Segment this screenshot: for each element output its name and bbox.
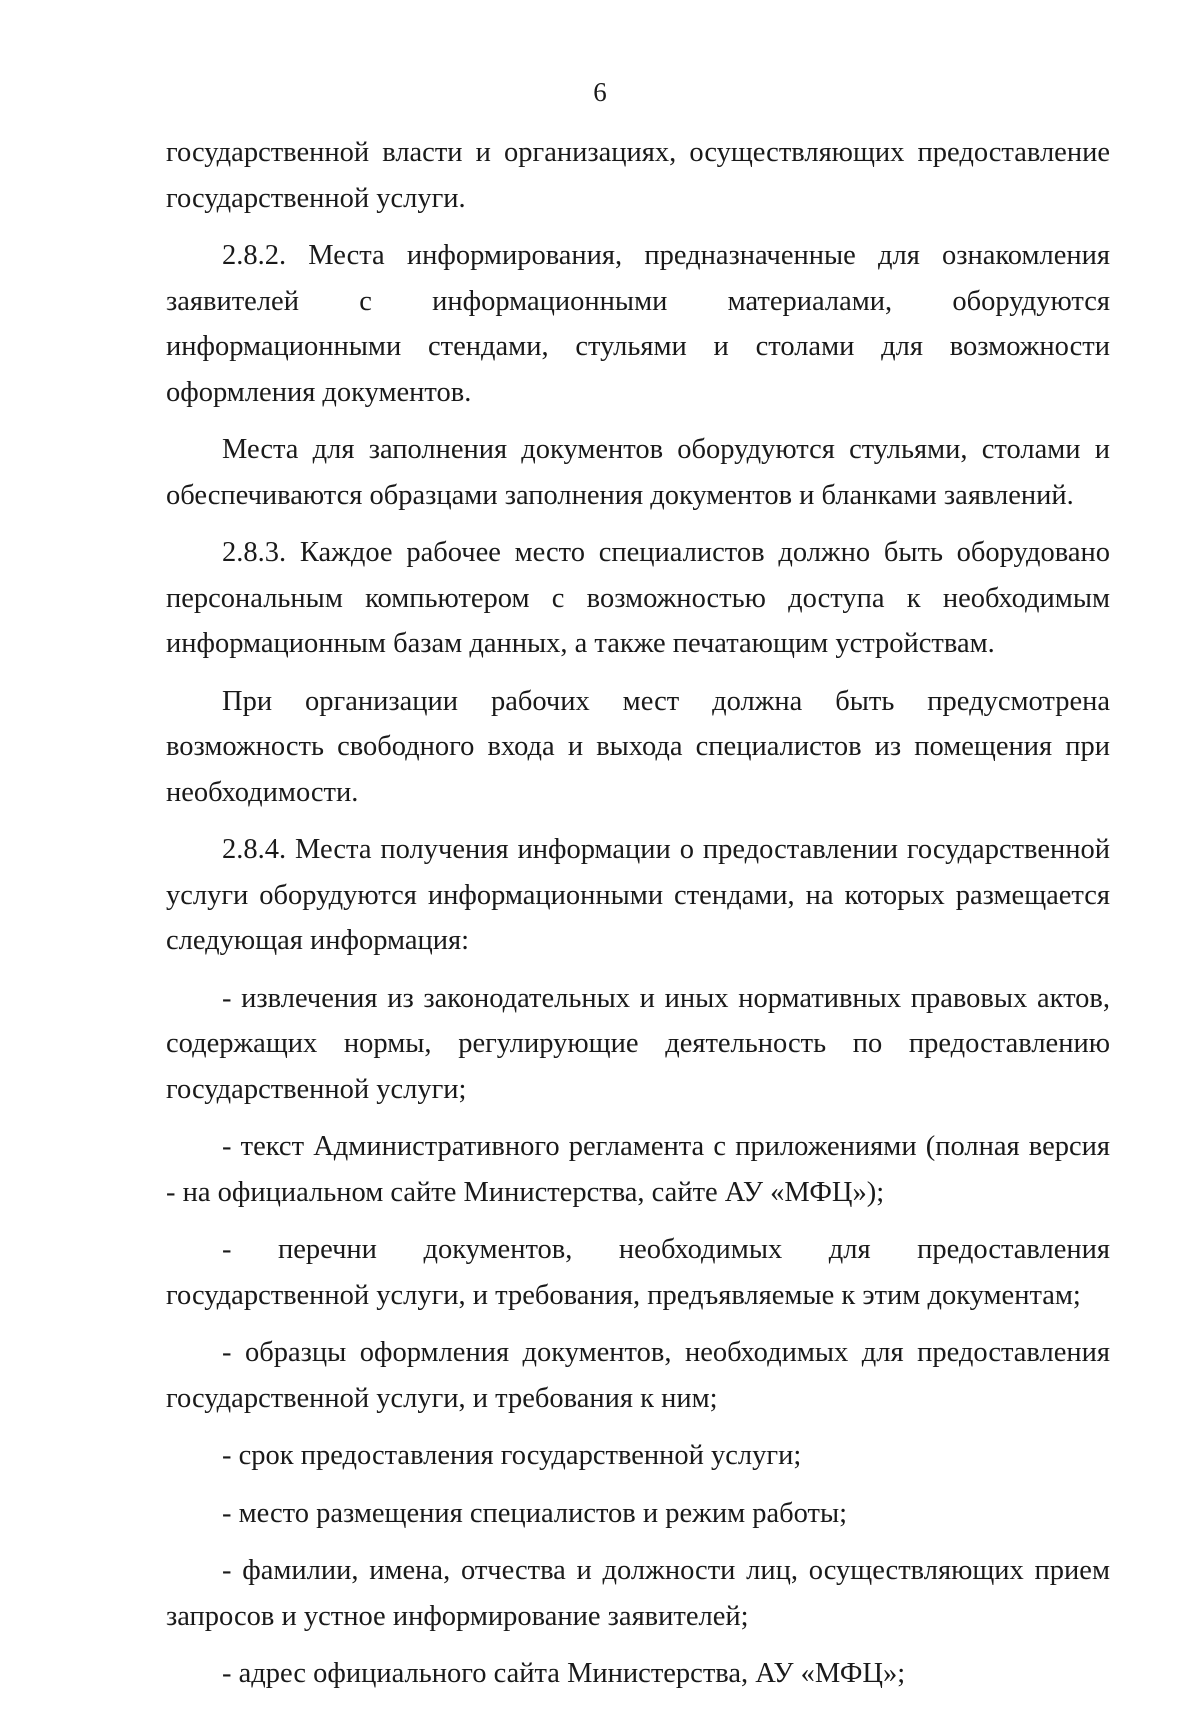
list-item-responsible-persons: - фамилии, имена, отчества и должности лиц, осуществляющих прием запросов и устное информирование заявителей; <box>166 1555 1110 1632</box>
paragraph-2-8-3: 2.8.3. Каждое рабочее место специалистов должно быть оборудовано персональным компьютером с возможностью доступа к необходимым информационным базам данных, а также печатающим устройствам. <box>166 537 1110 659</box>
list-item-legal-extracts: - извлечения из законодательных и иных нормативных правовых актов, содержащих нормы, регулирующие деятельность по предоставлению государственной услуги; <box>166 982 1110 1105</box>
list-item-document-samples: - образцы оформления документов, необходимых для предоставления государственной услуги, и требования к ним; <box>166 1337 1110 1414</box>
paragraph-2-8-2: 2.8.2. Места информирования, предназначенные для ознакомления заявителей с информационными материалами, оборудуются информационными стендами, стульями и столами для возможности оформления документов. <box>166 240 1110 408</box>
paragraph-continuation: государственной власти и организациях, осуществляющих предоставление государственной услуги. <box>166 137 1110 214</box>
paragraph-filling-places: Места для заполнения документов оборудуются стульями, столами и обеспечиваются образцами заполнения документов и бланками заявлений. <box>166 434 1110 511</box>
paragraph-2-8-4: 2.8.4. Места получения информации о предоставлении государственной услуги оборудуются информационными стендами, на которых размещается следующая информация: <box>166 834 1110 956</box>
page-number: 6 <box>593 77 607 107</box>
list-item-website-address: - адрес официального сайта Министерства, АУ «МФЦ»; <box>222 1658 906 1689</box>
list-item-regulation-text: - текст Административного регламента с приложениями (полная версия - на официальном сайте Министерства, сайте АУ «МФЦ»); <box>166 1131 1110 1208</box>
list-item-specialists-location: - место размещения специалистов и режим работы; <box>222 1497 848 1529</box>
paragraph-workplace-organization: При организации рабочих мест должна быть предусмотрена возможность свободного входа и выхода специалистов из помещения при необходимости. <box>166 685 1110 808</box>
list-item-service-term: - срок предоставления государственной услуги; <box>222 1440 802 1471</box>
document-body <box>166 130 1110 1709</box>
list-item-document-lists: - перечни документов, необходимых для предоставления государственной услуги, и требования, предъявляемые к этим документам; <box>166 1234 1110 1311</box>
